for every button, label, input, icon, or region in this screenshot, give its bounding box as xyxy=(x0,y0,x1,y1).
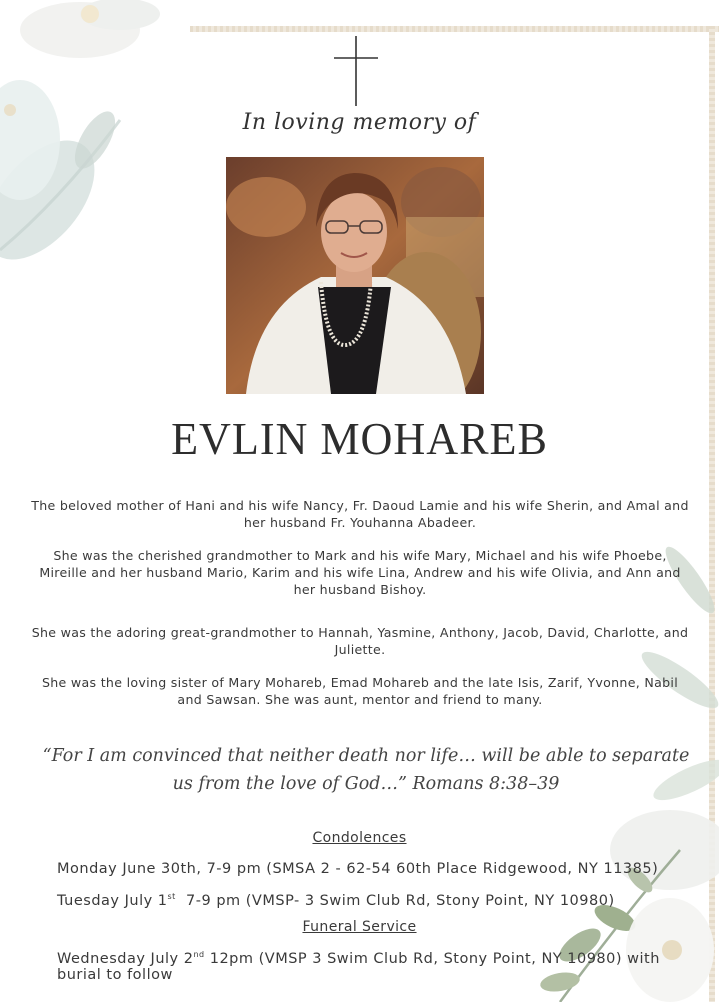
funeral-wednesday xyxy=(57,947,687,983)
tuesday-suffix: st xyxy=(167,892,176,901)
wednesday-details: 12pm (VMSP 3 Swim Club Rd, Stony Point, NY 10980) with burial to follow xyxy=(57,950,660,983)
tuesday-details: 7-9 pm (VMSP- 3 Swim Club Rd, Stony Point, NY 10980) xyxy=(186,892,615,909)
tuesday-date: Tuesday July 1 xyxy=(57,892,168,909)
condolence-monday: Monday June 30th, 7-9 pm (SMSA 2 - 62-54 60th Place Ridgewood, NY 11385) xyxy=(57,861,659,877)
funeral-heading: Funeral Service xyxy=(302,919,417,935)
deceased-name: EVLIN MOHAREB xyxy=(171,413,548,464)
memorial-title: In loving memory of xyxy=(242,110,477,135)
wednesday-suffix: nd xyxy=(193,950,205,959)
paragraph-children: The beloved mother of Hani and his wife Nancy, Fr. Daoud Lamie and his wife Sherin, and Amal and her husband Fr. Youhanna Abadeer. xyxy=(31,498,689,530)
condolence-tuesday xyxy=(57,889,687,909)
paragraph-siblings: She was the loving sister of Mary Mohareb, Emad Mohareb and the late Isis, Zarif, Yvonne, Nabil and Sawsan. She was aunt, mentor and friend to many. xyxy=(41,675,678,707)
frame-top-border xyxy=(190,26,719,32)
scripture-quote: “For I am convinced that neither death nor life… will be able to separate us from the love of God…” Romans 8:38–39 xyxy=(42,746,690,794)
portrait-photo xyxy=(226,157,484,394)
paragraph-grandchildren: She was the cherished grandmother to Mark and his wife Mary, Michael and his wife Phoebe, Mireille and her husband Mario, Karim and his wife Lina, Andrew and his wife Olivia, and Ann and her husband Bishoy. xyxy=(39,548,681,597)
wednesday-date: Wednesday July 2 xyxy=(57,950,194,967)
floral-top-left xyxy=(0,0,200,280)
condolences-heading: Condolences xyxy=(312,830,407,846)
cross-icon xyxy=(334,36,378,106)
paragraph-great-grandchildren: She was the adoring great-grandmother to Hannah, Yasmine, Anthony, Jacob, David, Charlotte, and Juliette. xyxy=(31,625,689,657)
